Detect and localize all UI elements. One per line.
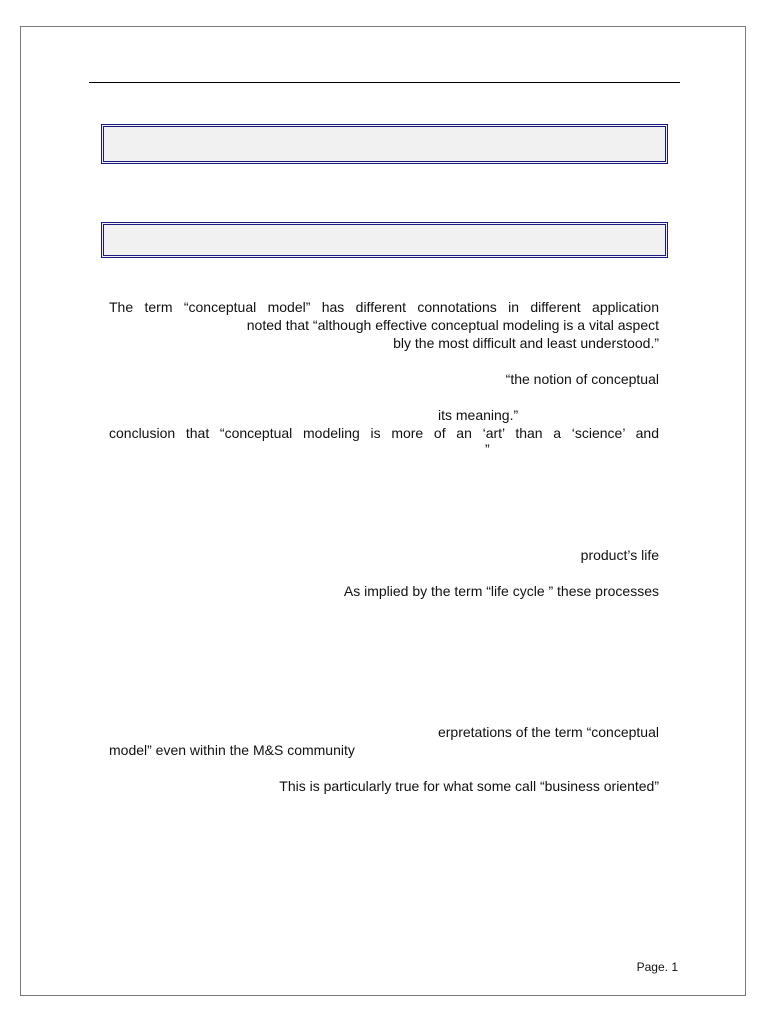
section-heading-box-2 [101,222,668,258]
paragraph-1-line-2: noted that “although effective conceptual modeling is a vital aspect [246,317,659,333]
paragraph-6-line-1: erpretations of the term “conceptual [437,724,659,740]
paragraph-1-line-3: bly the most difficult and least understood.” [393,335,659,351]
paragraph-3-line-2: conclusion that “conceptual modeling is more of an ‘art’ than a ‘science’ and [109,425,659,441]
paragraph-4-line-1: product’s life [580,547,659,563]
paragraph-2-line-1: “the notion of conceptual [505,371,659,387]
header-rule [89,82,680,83]
page [20,26,746,996]
paragraph-5-line-1: As implied by the term “life cycle ” these processes [343,583,659,599]
page-number: Page. 1 [636,960,678,974]
paragraph-6-line-2: model” even within the M&S community [109,742,355,758]
paragraph-7-line-1: This is particularly true for what some call “business oriented” [279,778,659,794]
paragraph-1-line-1: The term “conceptual model” has different connotations in different application [109,299,659,315]
section-heading-box-1 [101,124,668,164]
paragraph-3-line-3: ” [485,441,490,457]
paragraph-3-line-1: its meaning.” [438,407,519,423]
